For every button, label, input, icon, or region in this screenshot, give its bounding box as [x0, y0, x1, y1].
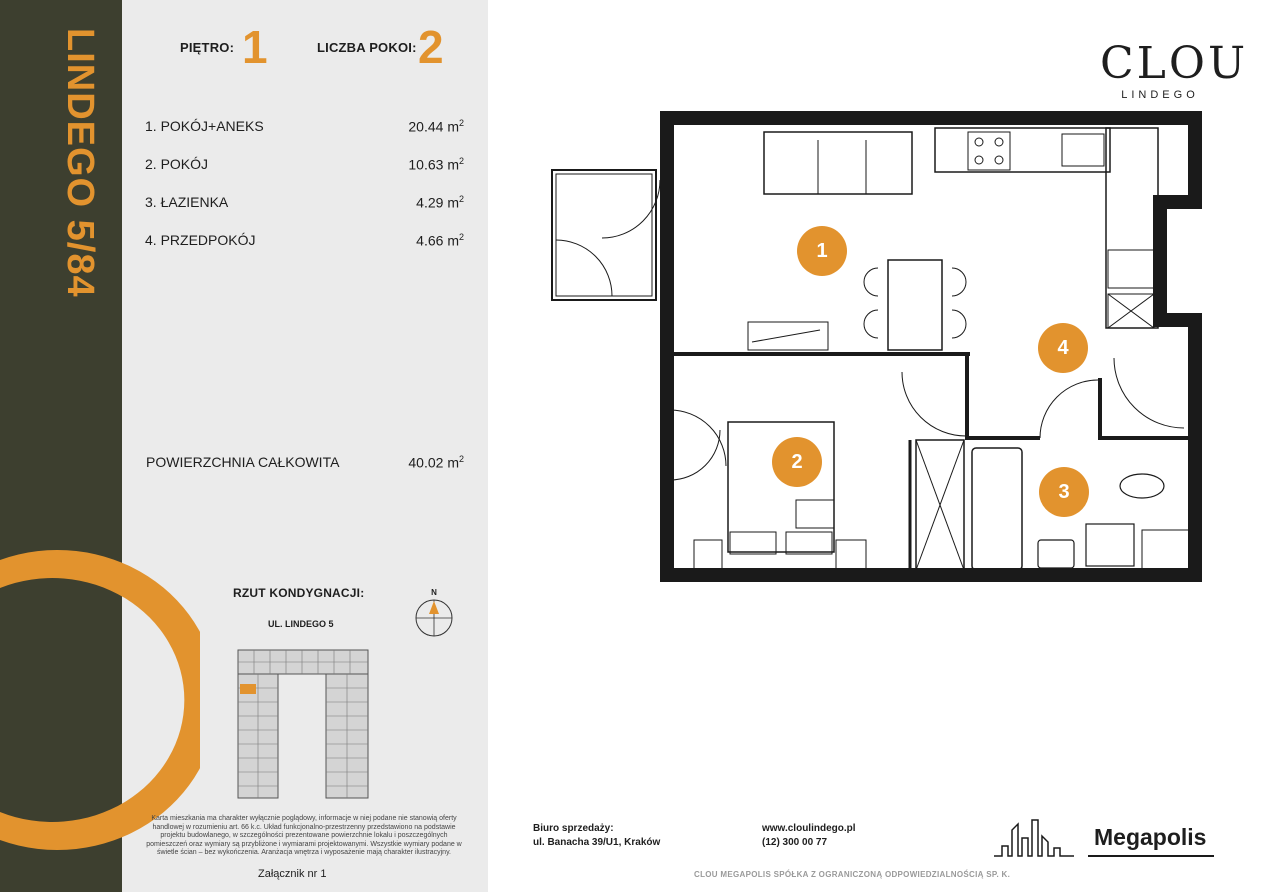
room-1-name: 1. POKÓJ+ANEKS [145, 118, 264, 134]
logo-name: CLOU [1100, 38, 1249, 89]
phone-number: (12) 300 00 77 [762, 837, 828, 848]
total-area-value: 40.02 $m^2$ [408, 454, 464, 471]
street-name: UL. LINDEGO 5 [268, 619, 334, 629]
room-1-area: 20.44 $m^2$ [408, 118, 464, 135]
city-skyline-icon [994, 818, 1074, 860]
room-3-name: 3. ŁAZIENKA [145, 194, 229, 210]
room-marker-1: 1 [797, 226, 847, 276]
kitchen-counter [935, 128, 1110, 172]
building-plan-thumbnail [236, 648, 370, 800]
compass-icon [414, 588, 454, 640]
sofa [764, 132, 912, 194]
sales-office-label: Biuro sprzedaży: [533, 823, 614, 834]
toilet [1120, 474, 1164, 498]
apartment-highlight [240, 684, 256, 694]
website-link[interactable]: www.cloulindego.pl [762, 823, 856, 834]
legal-name: CLOU MEGAPOLIS SPÓŁKA Z OGRANICZONĄ ODPOWIEDZIALNOŚCIĄ SP. K. [694, 870, 1011, 879]
balcony [552, 170, 656, 300]
room-marker-2: 2 [772, 437, 822, 487]
total-area-label: POWIERZCHNIA CAŁKOWITA [146, 454, 340, 470]
disclaimer-text: Karta mieszkania ma charakter wyłącznie poglądowy, informacje w niej podane nie stanowią oferty handlowej w rozumieniu art. 66 k.c. Układ funkcjonalno-przestrzenny przedstawiono na podstawie projektu budowlanego, w szczególności prezentowane powierzchnie lokalu i poszczególnych pomieszczeń oraz wymiary są przybliżone i wymiarami projektowanymi. Wszystkie wymiary podane w świetle ścian – bez wykończenia. Aranżacja wnętrza i wyposażenie mają charakter ilustracyjny. [146, 815, 462, 856]
logo-underline [1088, 855, 1214, 857]
apartment-floor-plan [530, 110, 1210, 590]
decorative-arc [0, 540, 200, 860]
megapolis-logo: Megapolis [1094, 824, 1207, 850]
room-marker-4: 4 [1038, 323, 1088, 373]
room-3-area: 4.29 $m^2$ [416, 194, 464, 211]
clou-logo [1100, 38, 1249, 101]
dining-table [888, 260, 942, 350]
floor-value: 1 [242, 21, 268, 73]
room-2-area: 10.63 $m^2$ [408, 156, 464, 173]
north-label: N [431, 588, 437, 597]
floor-plan-title: RZUT KONDYGNACJI: [233, 586, 365, 600]
sales-office-address: ul. Banacha 39/U1, Kraków [533, 837, 661, 848]
outer-walls [667, 118, 1195, 575]
rooms-count-label: LICZBA POKOI: [317, 40, 417, 55]
rooms-count-value: 2 [418, 21, 444, 73]
room-2-name: 2. POKÓJ [145, 156, 209, 172]
room-4-name: 4. PRZEDPOKÓJ [145, 232, 256, 248]
logo-subtitle: LINDEGO [1121, 89, 1199, 101]
sales-office [533, 822, 660, 850]
room-4-area: 4.66 $m^2$ [416, 232, 464, 249]
washbasin [1038, 540, 1074, 568]
room-marker-3: 3 [1039, 467, 1089, 517]
attachment-label: Załącznik nr 1 [258, 868, 327, 880]
washing-machine [1086, 524, 1134, 566]
floor-label: PIĘTRO: [180, 40, 235, 55]
bathtub [972, 448, 1022, 570]
building-title: LINDEGO 5/84 [59, 28, 101, 298]
contact-info [762, 822, 856, 850]
